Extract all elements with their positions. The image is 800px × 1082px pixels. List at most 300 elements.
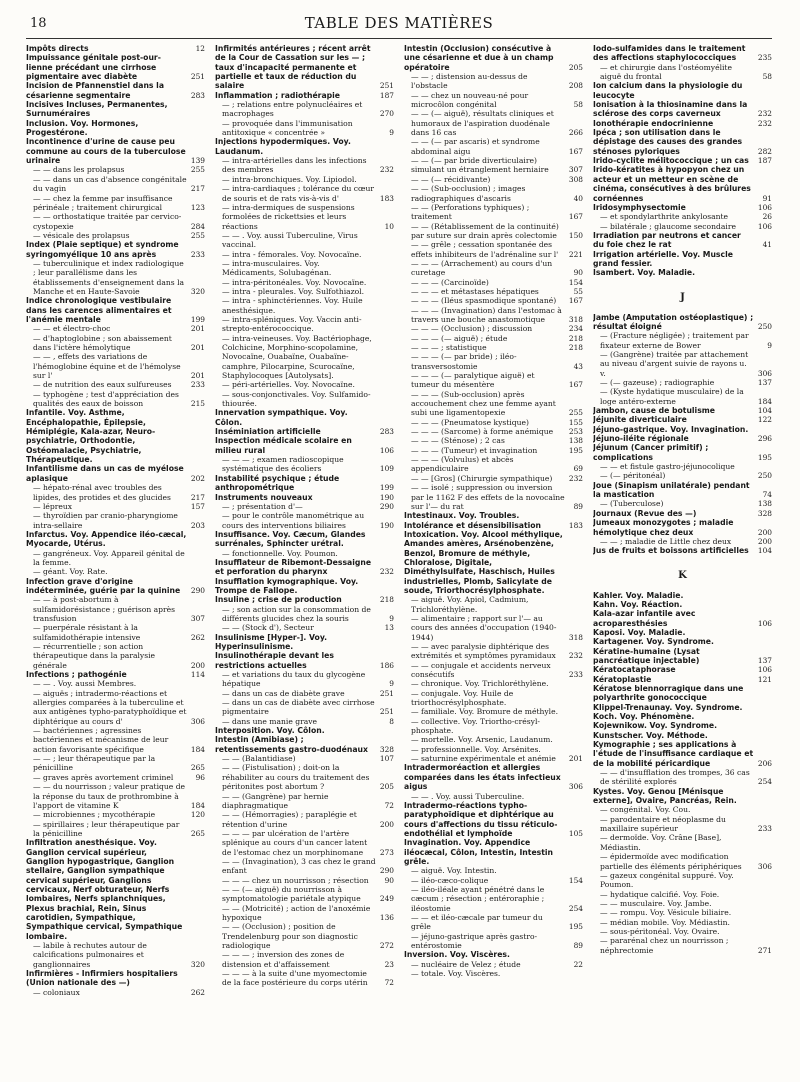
index-entry — [215, 427, 394, 436]
entry-page-number: 138 — [757, 499, 772, 509]
entry-page-number: 233 — [757, 824, 772, 834]
entry-text: — — . Voy. aussi Tuberculine, Virus vaccinal. — [222, 230, 358, 250]
index-entry — [593, 908, 772, 917]
entry-page-number: 183 — [379, 193, 394, 203]
index-entry — [593, 509, 772, 518]
entry-page-number: 200 — [190, 660, 205, 670]
entry-page-number: 26 — [762, 212, 772, 222]
index-entry — [404, 792, 583, 801]
entry-text: — intra-bronchiques. Voy. Lipiodol. — [222, 174, 357, 184]
index-entry — [404, 614, 583, 642]
index-entry — [215, 950, 394, 969]
index-entry — [404, 642, 583, 661]
entry-text: — sous-conjonctivales. Voy. Sulfamido-thiourée. — [222, 389, 371, 409]
entry-page-number: 106 — [757, 665, 772, 675]
index-column-4 — [593, 44, 772, 997]
entry-text: Intestin (Occlusion) consécutive à une césarienne et due à un champ opératoire — [404, 44, 554, 72]
entry-text: — — d'insufflation des trompes, 36 cas de stérilité explorés — [600, 768, 750, 787]
index-entry — [404, 754, 583, 763]
entry-text: — — (— aiguë) du nourrisson à symptomatologie pariétale atypique — [222, 884, 361, 904]
index-entry — [215, 91, 394, 100]
entry-text: Indice chronologique vestibulaire dans les carences alimentaires et l'anémie mentale — [26, 296, 172, 324]
index-entry — [215, 651, 394, 670]
index-entry — [404, 745, 583, 754]
entry-text: — — avec paralysie diphtérique des extrémités et symptômes pyramidaux — [411, 642, 556, 661]
entry-text: Kératine-humaine (Lysat pancréatique injectable) — [593, 646, 700, 665]
entry-text: — professionnelle. Voy. Arsénites. — [411, 744, 541, 754]
index-entry — [593, 231, 772, 250]
index-entry — [404, 838, 583, 866]
entry-text: — conjugale. Voy. Huile de triorthocrésylphosphate. — [411, 688, 514, 708]
index-entry — [26, 623, 205, 642]
index-entry — [26, 642, 205, 670]
index-entry — [26, 483, 205, 502]
entry-page-number: 290 — [379, 501, 394, 511]
entry-page-number: 255 — [190, 165, 205, 175]
entry-page-number: 201 — [190, 343, 205, 352]
entry-page-number: 206 — [757, 758, 772, 768]
index-entry — [593, 591, 772, 600]
entry-text: — — conjugale et accidents nerveux consécutifs — [411, 660, 551, 680]
entry-text: — — (— par bride diverticulaire) simulant un étranglement herniaire — [411, 156, 549, 175]
index-entry — [215, 315, 394, 334]
entry-page-number: 22 — [573, 959, 583, 969]
index-entry — [593, 731, 772, 740]
entry-text: — — — à la suite d'une myomectomie de la face postérieure du corps utérin — [222, 969, 368, 988]
entry-page-number: 290 — [190, 585, 205, 595]
entry-text: — aiguë. Voy. Apiol, Cadmium, Trichloréthylène. — [411, 595, 529, 614]
entry-page-number: 234 — [568, 324, 583, 334]
entry-text: Insuline ; crise de production — [215, 595, 342, 605]
entry-page-number: 232 — [757, 109, 772, 119]
index-entry — [26, 464, 205, 483]
entry-page-number: 183 — [568, 520, 583, 530]
index-entry — [593, 721, 772, 730]
entry-text: — iléo-cæco-colique — [411, 875, 489, 885]
entry-page-number: 13 — [384, 623, 394, 633]
index-entry — [593, 212, 772, 221]
index-entry — [26, 334, 205, 353]
index-entry — [215, 184, 394, 203]
entry-text: — — . Voy. aussi Membres. — [33, 679, 137, 689]
entry-page-number: 218 — [568, 343, 583, 352]
header-rule — [26, 38, 772, 39]
entry-text: Ion calcium dans la physiologie du leucocyte — [593, 81, 743, 100]
entry-text: — — et électro-choc — [33, 324, 111, 334]
index-entry — [593, 443, 772, 462]
index-entry — [593, 918, 772, 927]
entry-text: Infections ; pathogénie — [26, 670, 127, 680]
index-entry — [404, 240, 583, 259]
entry-text: Jumeaux monozygotes ; maladie hémolytique chez deux — [593, 518, 734, 537]
index-entry — [593, 100, 772, 119]
index-entry — [26, 754, 205, 773]
section-letter: J — [680, 291, 685, 303]
entry-page-number: 138 — [568, 436, 583, 446]
entry-page-number: 255 — [568, 408, 583, 418]
index-entry — [215, 44, 394, 91]
entry-text: — — — (Volvulus) et abcès appendiculaire — [411, 455, 514, 474]
index-entry — [215, 100, 394, 119]
entry-text: — aiguës ; intradermo-réactions et allergies comparées à la tuberculine et aux antigènes typho-paratyphoïdique et diphtérique au cours d' — [33, 688, 187, 726]
entry-page-number: 74 — [762, 490, 772, 500]
index-entry — [26, 165, 205, 174]
index-entry — [215, 156, 394, 175]
index-entry — [215, 558, 394, 577]
entry-text: — péri-artérielles. Voy. Novocaïne. — [222, 380, 355, 390]
index-entry — [404, 950, 583, 959]
entry-page-number: 58 — [762, 72, 772, 82]
entry-page-number: 195 — [757, 452, 772, 462]
entry-text: — — (Rétablissement de la continuité) par suture sur drain après colectomie — [411, 221, 559, 240]
index-entry — [593, 712, 772, 721]
entry-text: — intra-spléniques. Voy. Vaccin anti-strepto-entérococcique. — [222, 314, 362, 334]
index-entry — [404, 436, 583, 445]
index-column-3 — [404, 44, 583, 997]
entry-text: — — — (Sarcome) à forme anémique — [411, 427, 554, 437]
entry-text: — pour le contrôle manométrique au cours des interventions biliaires — [222, 511, 365, 530]
entry-page-number: 136 — [379, 912, 394, 922]
index-entry — [404, 109, 583, 137]
index-entry — [215, 250, 394, 259]
index-entry — [593, 119, 772, 128]
entry-text: — — ; distension au-dessus de l'obstacle — [411, 72, 528, 91]
entry-page-number: 306 — [190, 716, 205, 726]
entry-text: Insulinothérapie devant les restrictions actuelles — [215, 651, 334, 670]
entry-text: Inversion. Voy. Viscères. — [404, 950, 510, 960]
entry-text: — médian mobile. Voy. Médiastin. — [600, 917, 730, 927]
index-entry — [215, 633, 394, 652]
entry-text: — — — ; examen radioscopique systématique des écoliers — [222, 455, 344, 474]
entry-text: Infirmités antérieures ; récent arrêt de la Cour de Cassation sur les — ; taux d'incapacité permanente et partielle et taux de réduction du salaire — [215, 44, 371, 91]
entry-page-number: 167 — [568, 212, 583, 222]
index-entry — [404, 969, 583, 978]
entry-text: — mortelle. Voy. Arsenic, Laudanum. — [411, 735, 553, 745]
entry-page-number: 282 — [757, 146, 772, 156]
entry-text: — vésicale des prolapsus — [33, 230, 130, 240]
index-entry — [404, 661, 583, 680]
entry-page-number: 199 — [190, 314, 205, 324]
entry-text: Injections hypodermiques. Voy. Laudanum. — [215, 137, 351, 156]
entry-page-number: 137 — [757, 378, 772, 387]
entry-page-number: 296 — [757, 434, 772, 444]
entry-text: Jambe (Amputation ostéoplastique) ; résultat éloigné — [593, 312, 754, 331]
index-entry — [593, 250, 772, 269]
index-entry — [593, 637, 772, 646]
entry-text: — saturnine expérimentale et anémie — [411, 754, 556, 764]
entry-text: — intra-veineuses. Voy. Bactériophage, Colchicine, Morphino-scopolamine, Novocaïne, Ouabaïne, Ouabaïne-camphre, Pilocarpine, Scurocaïne, Staphylocoques [Autolysats]. — [222, 333, 372, 381]
index-entry — [26, 259, 205, 296]
entry-page-number: 250 — [757, 321, 772, 331]
index-entry — [404, 306, 583, 325]
entry-page-number: 9 — [389, 128, 394, 138]
index-entry — [215, 259, 394, 278]
entry-text: — — chez un nouveau-né pour microcôlon congénital — [411, 90, 529, 110]
entry-page-number: 218 — [568, 333, 583, 343]
index-entry — [404, 679, 583, 688]
entry-page-number: 283 — [190, 90, 205, 100]
entry-text: — — — (Arrachement) au cours d'un curetage — [411, 258, 553, 278]
entry-text: — — orthostatique traitée par cervico-cystopexie — [33, 212, 182, 231]
entry-text: — familiale. Voy. Bromure de méthyle. — [411, 707, 559, 717]
entry-text: — gangréneux. Voy. Appareil génital de la femme. — [33, 548, 185, 567]
index-entry — [593, 406, 772, 415]
entry-page-number: 318 — [568, 632, 583, 642]
index-entry — [26, 595, 205, 623]
entry-text: — — — et métastases hépatiques — [411, 286, 539, 296]
entry-text: — — (Sub-occlusion) ; images radiographiques d'ascaris — [411, 184, 526, 203]
entry-page-number: 272 — [379, 941, 394, 950]
index-entry — [404, 44, 583, 72]
index-entry — [26, 212, 205, 231]
entry-text: Intolérance et désensibilisation — [404, 520, 542, 530]
entry-text: — bilatérale ; glaucome secondaire — [600, 221, 736, 231]
entry-text: — — et iléo-cæcale par tumeur du grêle — [411, 912, 543, 932]
entry-text: Infantile. Voy. Asthme, Encéphalopathie, Épilepsie, Hémiplégie, Kala-azar, Neuro-psychiatrie, Orthodontie, Ostéomalacie, Psychiatrie, Thérapeutique. — [26, 408, 156, 465]
entry-text: Jéjuno-iléite régionale — [593, 434, 689, 444]
entry-text: — intra - pleurales. Voy. Sulfothiazol. — [222, 286, 365, 296]
entry-page-number: 202 — [190, 473, 205, 483]
entry-text: Index (Plaie septique) et syndrome syringomyélique 10 ans après — [26, 240, 179, 259]
entry-text: — hépato-rénal avec troubles des lipides, des protides et des glucides — [33, 483, 171, 502]
entry-page-number: 195 — [568, 922, 583, 932]
entry-page-number: 270 — [379, 109, 394, 119]
index-entry — [215, 203, 394, 231]
entry-text: — — dans les prolapsus — [33, 165, 125, 175]
entry-page-number: 157 — [190, 501, 205, 511]
index-entry — [593, 600, 772, 609]
entry-text: — — musculaire. Voy. Jambe. — [600, 898, 712, 908]
index-entry — [215, 334, 394, 381]
entry-page-number: 154 — [568, 277, 583, 287]
index-entry — [26, 296, 205, 324]
index-entry — [404, 717, 583, 736]
entry-page-number: 233 — [568, 670, 583, 680]
entry-text: Irido-kératites à hypopyon chez un acteur et un metteur en scène de cinéma, consécutives à des brûlures cornéennes — [593, 165, 751, 203]
entry-text: Incision de Pfannenstiel dans la césarienne segmentaire — [26, 81, 165, 100]
entry-page-number: 184 — [190, 800, 205, 810]
entry-page-number: 72 — [384, 978, 394, 988]
entry-page-number: 205 — [568, 62, 583, 72]
entry-text: Interposition. Voy. Côlon. — [215, 726, 325, 736]
entry-text: — ; relations entre polynucléaires et macrophages — [222, 100, 363, 119]
index-entry — [404, 418, 583, 427]
entry-text: — intra-musculaires. Voy. Médicaments, Solubagénan. — [222, 258, 332, 278]
entry-page-number: 328 — [379, 744, 394, 754]
entry-text: — — (Fistulisation) ; doit-on la réhabiliter au cours du traitement des péritonites post abortum ? — [222, 763, 370, 792]
entry-page-number: 253 — [568, 427, 583, 437]
index-entry — [404, 446, 583, 455]
entry-text: Ionothérapie endocrinienne — [593, 118, 714, 128]
entry-page-number: 106 — [757, 221, 772, 231]
entry-text: — alimentaire ; rapport sur l'— au cours des années d'occupation (1940-1944) — [411, 613, 557, 642]
entry-text: — thyroïdien par cranio-pharyngiome intra-sellaire — [33, 511, 178, 530]
entry-text: — puerpérale résistant à la sulfamidothérapie intensive — [33, 623, 141, 642]
page-number: 18 — [30, 16, 47, 31]
index-entry — [26, 53, 205, 81]
entry-text: Journaux (Revue des —) — [593, 508, 697, 518]
entry-text: Invagination. Voy. Appendice iléocæcal, Côlon, Intestin, Intestin grêle. — [404, 838, 554, 866]
entry-page-number: 318 — [568, 314, 583, 324]
entry-page-number: 233 — [190, 249, 205, 259]
entry-text: — aiguë. Voy. Intestin. — [411, 866, 497, 876]
entry-text: — — chez la femme par insuffisance périnéale ; traitement chirurgical — [33, 193, 173, 212]
entry-page-number: 109 — [379, 464, 394, 474]
entry-page-number: 200 — [757, 527, 772, 537]
entry-page-number: 12 — [195, 44, 205, 53]
entry-page-number: 41 — [762, 240, 772, 250]
entry-text: Impôts directs — [26, 44, 89, 53]
index-entry — [404, 866, 583, 875]
index-entry — [593, 805, 772, 814]
entry-text: Instabilité psychique ; étude anthropométrique — [215, 473, 340, 493]
entry-page-number: 122 — [757, 415, 772, 425]
index-entry — [593, 537, 772, 546]
index-entry — [593, 852, 772, 871]
entry-text: — — (Stock d'), Secteur — [222, 623, 314, 633]
entry-text: — intra-cardiaques ; tolérance du cœur de souris et de rats vis-à-vis d' — [222, 184, 375, 203]
entry-text: — parodentaire et néoplasme du maxillaire supérieur — [600, 814, 726, 834]
entry-text: — jéjuno-gastrique après gastro-entérostomie — [411, 931, 538, 950]
index-column-2 — [215, 44, 394, 997]
index-entry — [404, 278, 583, 287]
entry-text: Kojewnikow. Voy. Syndrome. — [593, 721, 718, 731]
index-entry — [26, 231, 205, 240]
entry-page-number: 262 — [190, 987, 205, 997]
index-entry — [593, 546, 772, 555]
index-entry — [404, 885, 583, 913]
entry-text: Insufflation kymographique. Voy. Trompe de Fallope. — [215, 576, 359, 595]
page-title: TABLE DES MATIÈRES — [304, 14, 494, 32]
index-entry — [215, 493, 394, 502]
entry-text: — — — (Tumeur) et invagination — [411, 445, 538, 455]
entry-text: — — (— par ascaris) et syndrome abdominal aigu — [411, 137, 540, 156]
entry-text: — intra - sphinctériennes. Voy. Huile anesthésique. — [222, 296, 363, 315]
entry-text: — nucléaire de Velez ; étude — [411, 959, 521, 969]
entry-text: — tuberculinique et index radiologique ; leur parallélisme dans les établissements d'enseignement dans la Manche et en Haute-Savoie — [33, 258, 185, 296]
entry-page-number: 150 — [568, 230, 583, 240]
entry-text: Irrigation artérielle. Voy. Muscle grand fessier. — [593, 249, 733, 268]
page-header — [26, 0, 772, 38]
index-entry — [404, 259, 583, 278]
index-entry — [593, 313, 772, 332]
entry-text: — et variations du taux du glycogène hépatique — [222, 670, 366, 689]
entry-text: Inclusion. Voy. Hormones, Progestérone. — [26, 118, 139, 138]
index-entry — [593, 415, 772, 424]
entry-text: Joue (Sinapism unilatérale) pendant la mastication — [593, 480, 750, 500]
index-entry — [593, 833, 772, 852]
index-entry — [26, 530, 205, 549]
index-entry — [404, 222, 583, 241]
index-entry — [215, 792, 394, 811]
entry-text: — — — (Invagination) dans l'estomac à travers une bouche anastomotique — [411, 305, 562, 324]
index-entry — [593, 387, 772, 406]
index-entry — [215, 698, 394, 717]
entry-text: — — — ; inversion des zones de distension et d'affaissement — [222, 950, 345, 969]
index-entry — [404, 427, 583, 436]
entry-text: Infection grave d'origine indéterminée, guérie par la quinine — [26, 576, 181, 595]
index-entry — [26, 810, 205, 819]
entry-text: Irradiation par neutrons et cancer du foie chez le rat — [593, 230, 741, 250]
entry-page-number: 215 — [190, 399, 205, 409]
entry-text: — — (Balantidiase) — [222, 754, 296, 764]
entry-text: — ; son action sur la consommation de différents glucides chez la souris — [222, 604, 371, 623]
index-entry — [404, 324, 583, 333]
index-entry — [593, 815, 772, 834]
index-entry — [404, 203, 583, 222]
index-entry — [26, 408, 205, 464]
entry-page-number: 233 — [190, 380, 205, 390]
entry-page-number: 266 — [568, 128, 583, 138]
entry-text: — — (Motricité) ; action de l'anoxémie hypoxique — [222, 903, 371, 922]
index-entry — [215, 231, 394, 250]
entry-page-number: 114 — [190, 670, 205, 680]
entry-text: — dans une manie grave — [222, 716, 318, 726]
entry-text: — et chirurgie dans l'ostéomyélite aiguë du frontal — [600, 62, 732, 82]
entry-page-number: 250 — [757, 471, 772, 481]
index-entry — [404, 137, 583, 156]
index-entry — [26, 44, 205, 53]
index-entry — [404, 474, 583, 483]
entry-page-number: 205 — [379, 782, 394, 792]
index-entry — [215, 969, 394, 988]
entry-text: Jambon, cause de botulisme — [593, 406, 715, 416]
index-entry — [215, 455, 394, 474]
entry-page-number: 251 — [379, 81, 394, 91]
entry-text: — — . Voy. aussi Tuberculine. — [411, 791, 525, 801]
index-entry — [215, 857, 394, 876]
entry-text: Inséminiation artificielle — [215, 427, 321, 437]
entry-text: Insuffisance. Voy. Cæcum, Glandes surrénales, Sphincter urétral. — [215, 529, 366, 549]
entry-text: — intra-artérielles dans les infections des membres — [222, 156, 367, 175]
entry-text: — — (Perforations typhiques) ; traitement — [411, 202, 530, 222]
entry-text: — pararénal chez un nourrisson ; néphrectomie — [600, 936, 729, 955]
index-entry — [215, 726, 394, 735]
entry-page-number: 217 — [190, 492, 205, 502]
entry-text: — — isolé ; suppression ou inversion par le 1162 F des effets de la novocaïne sur l'— du rat — [411, 483, 565, 511]
entry-text: Jéjuno-gastrique. Voy. Invagination. — [593, 424, 749, 434]
entry-text: Intradermoréaction et allergies comparées dans les états infectieux aigus — [404, 763, 561, 792]
entry-page-number: 208 — [568, 81, 583, 91]
index-entry — [26, 380, 205, 389]
entry-text: — — à post-abortum à sulfamidorésistance ; guérison après transfusion — [33, 595, 176, 623]
index-entry — [215, 549, 394, 558]
entry-page-number: 10 — [384, 221, 394, 231]
entry-page-number: 91 — [762, 193, 772, 203]
entry-text: Kératoplastie — [593, 674, 652, 684]
index-entry — [26, 782, 205, 810]
entry-text: Infarctus. Voy. Appendice iléo-cæcal, Myocarde, Utérus. — [26, 529, 187, 549]
entry-page-number: 232 — [757, 118, 772, 128]
entry-page-number: 251 — [379, 688, 394, 698]
index-entry — [26, 352, 205, 380]
index-entry — [593, 628, 772, 637]
index-entry — [26, 324, 205, 333]
index-entry — [593, 331, 772, 350]
entry-text: — — — (Occlusion) ; discussion — [411, 324, 533, 334]
entry-text: — dans un cas de diabète avec cirrhose pigmentaire — [222, 698, 375, 717]
entry-text: — — dans un cas d'absence congénitale du vagin — [33, 174, 187, 194]
index-entry — [593, 378, 772, 387]
index-entry — [404, 932, 583, 951]
entry-text: — microbiennes ; mycothérapie — [33, 810, 156, 820]
entry-text: — coloniaux — [33, 987, 80, 997]
index-entry — [593, 203, 772, 212]
entry-page-number: 43 — [573, 361, 583, 371]
entry-text: Intestin (Amibiase) ; retentissements gastro-duodénaux — [215, 735, 368, 754]
section-letter: K — [678, 569, 687, 581]
entry-page-number: 200 — [379, 819, 394, 829]
